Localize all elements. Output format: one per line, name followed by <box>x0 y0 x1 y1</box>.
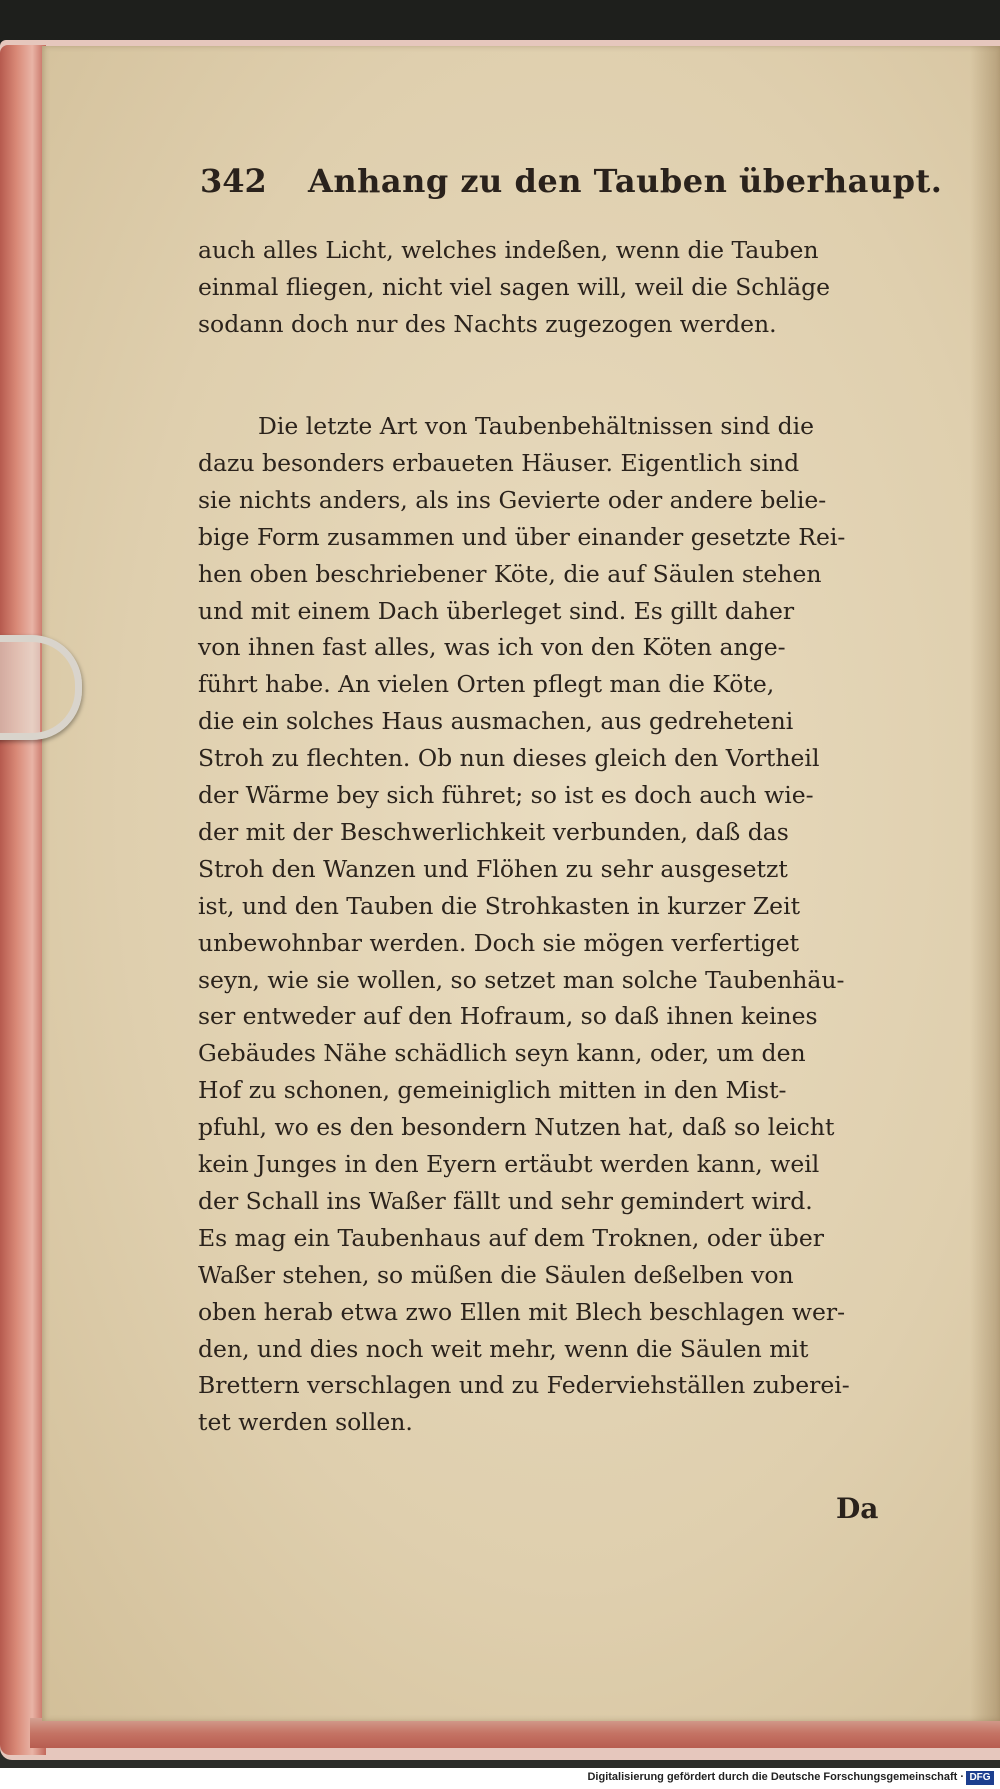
page-header <box>200 162 943 212</box>
text-line: bige Form zusammen und über einander gesetzte Rei- <box>198 522 846 551</box>
funding-credit: Digitalisierung gefördert durch die Deutsche Forschungsgemeinschaft · <box>587 1771 964 1783</box>
text-line: einmal fliegen, nicht viel sagen will, weil die Schläge <box>198 273 831 301</box>
text-line: Brettern verschlagen und zu Federviehställen zuberei- <box>198 1371 850 1400</box>
text-line: sodann doch nur des Nachts zugezogen werden. <box>198 310 777 338</box>
text-line: Waßer stehen, so müßen die Säulen deßelben von <box>198 1260 794 1289</box>
dfg-logo: DFG <box>966 1771 994 1785</box>
text-line: oben herab etwa zwo Ellen mit Blech beschlagen wer- <box>198 1297 846 1326</box>
gutter-shadow <box>970 46 1000 1721</box>
text-line: ist, und den Tauben die Strohkasten in kurzer Zeit <box>198 891 801 920</box>
text-line: seyn, wie sie wollen, so setzet man solche Taubenhäu- <box>198 965 845 994</box>
text-line: der mit der Beschwerlichkeit verbunden, daß das <box>198 817 789 846</box>
text-line: Stroh den Wanzen und Flöhen zu sehr ausgesetzt <box>198 854 788 883</box>
text-line: Die letzte Art von Taubenbehältnissen sind die <box>258 412 815 440</box>
text-line: sie nichts anders, als ins Gevierte oder andere belie- <box>198 485 827 514</box>
text-line: unbewohnbar werden. Doch sie mögen verfertiget <box>198 928 800 957</box>
text-line: Stroh zu flechten. Ob nun dieses gleich den Vortheil <box>198 744 820 773</box>
text-line: dazu besonders erbaueten Häuser. Eigentlich sind <box>198 448 800 477</box>
text-line: Gebäudes Nähe schädlich seyn kann, oder, um den <box>198 1039 806 1068</box>
text-line: und mit einem Dach überleget sind. Es gillt daher <box>198 596 795 625</box>
text-line: der Wärme bey sich führet; so ist es doch auch wie- <box>198 781 814 809</box>
text-line: führt habe. An vielen Orten pflegt man die Köte, <box>198 670 775 699</box>
text-line: ser entweder auf den Hofraum, so daß ihnen keines <box>198 1002 818 1031</box>
text-line: auch alles Licht, welches indeßen, wenn die Tauben <box>198 236 819 264</box>
text-line: kein Junges in den Eyern ertäubt werden kann, weil <box>198 1150 820 1178</box>
page-edge-left <box>0 45 46 1755</box>
running-title: Anhang zu den Tauben überhaupt. <box>308 162 943 200</box>
page-edge-bottom <box>30 1718 1000 1748</box>
text-line: die ein solches Haus ausmachen, aus gedreheteni <box>198 707 794 736</box>
text-line: Hof zu schonen, gemeiniglich mitten in den Mist- <box>198 1076 787 1105</box>
text-line: der Schall ins Waßer fällt und sehr gemindert wird. <box>198 1186 813 1215</box>
catchword: Da <box>836 1492 879 1525</box>
digitization-footer <box>0 1768 1000 1789</box>
text-line: hen oben beschriebener Köte, die auf Säulen stehen <box>198 559 822 588</box>
text-line: tet werden sollen. <box>198 1408 413 1437</box>
text-line: Es mag ein Taubenhaus auf dem Troknen, oder über <box>198 1223 824 1252</box>
text-line: den, und dies noch weit mehr, wenn die Säulen mit <box>198 1334 809 1363</box>
page-number: 342 <box>200 162 267 200</box>
text-line: von ihnen fast alles, was ich von den Köten ange- <box>198 633 786 662</box>
text-line: pfuhl, wo es den besondern Nutzen hat, daß so leicht <box>198 1113 835 1142</box>
